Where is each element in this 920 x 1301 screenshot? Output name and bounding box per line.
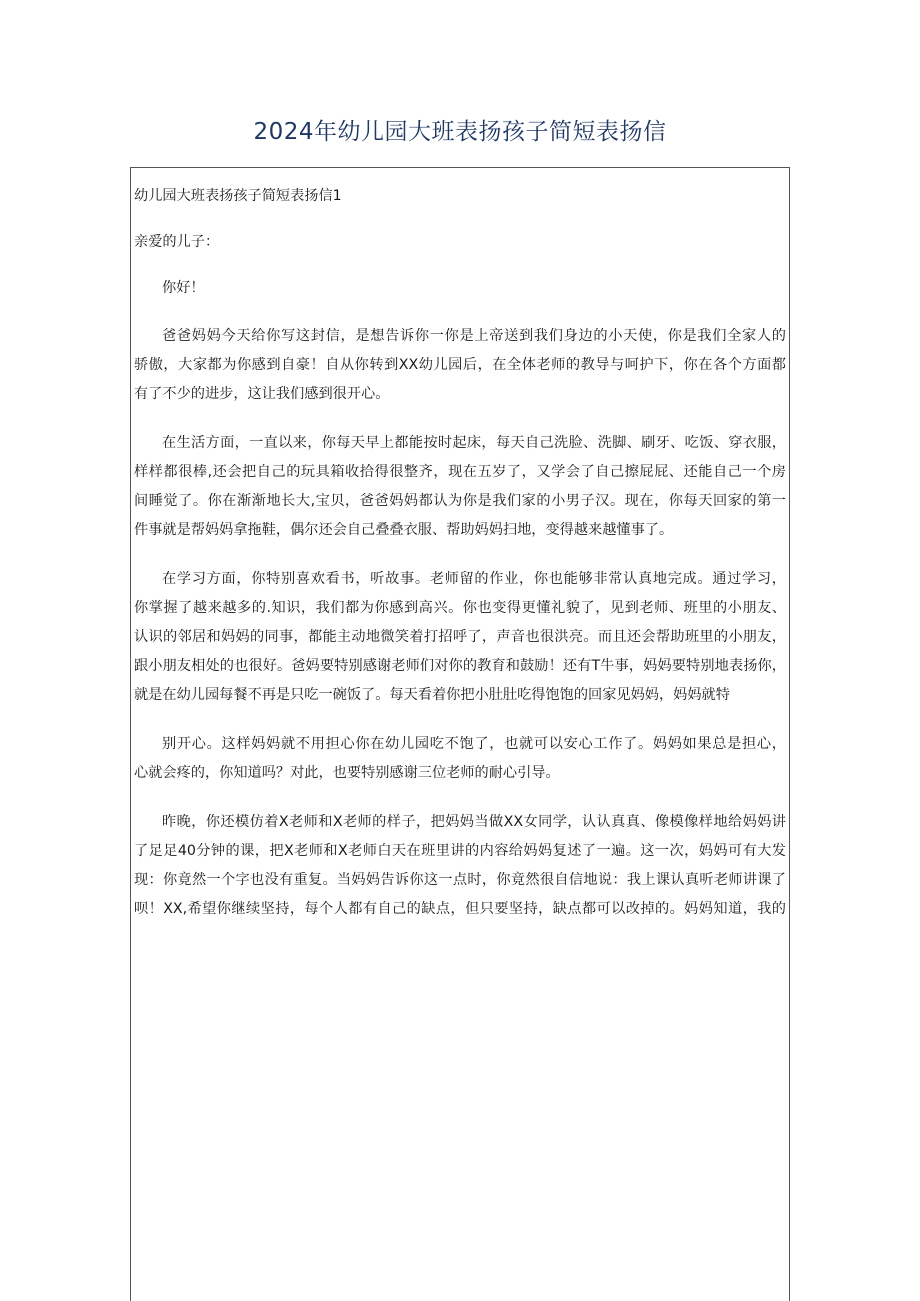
letter-subtitle: 幼儿园大班表扬孩子简短表扬信1 [134, 188, 342, 204]
paragraph-line: 心就会疼的，你知道吗？对此，也要特别感谢三位老师的耐心引导。 [134, 765, 560, 781]
paragraph [134, 322, 786, 409]
paragraph-line: 有了不少的进步，这让我们感到很开心。 [134, 386, 390, 402]
paragraph-line: 件事就是帮妈妈拿拖鞋，偶尔还会自己叠叠衣服、帮助妈妈扫地，变得越来越懂事了。 [134, 522, 674, 538]
paragraph-line: 认识的邻居和妈妈的同事，都能主动地微笑着打招呼了，声音也很洪亮。而且还会帮助班里的小朋友， [134, 629, 786, 645]
paragraph-line: 你掌握了越来越多的.知识，我们都为你感到高兴。你也变得更懂礼貌了，见到老师、班里的小朋友、 [134, 600, 786, 616]
paragraph-line: 爸爸妈妈今天给你写这封信，是想告诉你一你是上帝送到我们身边的小天使，你是我们全家人的 [162, 328, 786, 344]
paragraph-line: 在学习方面，你特别喜欢看书，听故事。老师留的作业，你也能够非常认真地完成。通过学习， [162, 571, 786, 587]
letter-greeting: 你好！ [162, 280, 205, 296]
paragraph [134, 565, 786, 710]
paragraph-line: 呗！XX,希望你继续坚持，每个人都有自己的缺点，但只要坚持，缺点都可以改掉的。妈妈知道，我的 [134, 901, 786, 917]
paragraph-line: 在生活方面，一直以来，你每天早上都能按时起床，每天自己洗脸、洗脚、刷牙、吃饭、穿衣服， [162, 435, 786, 451]
paragraph-line: 跟小朋友相处的也很好。爸妈要特别感谢老师们对你的教育和鼓励！还有T牛事，妈妈要特别地表扬你， [134, 658, 786, 674]
letter-salutation: 亲爱的儿子： [134, 234, 220, 250]
paragraph [134, 429, 786, 545]
paragraph-line: 昨晚，你还模仿着X老师和X老师的样子，把妈妈当做XX女同学，认认真真、像模像样地给妈妈讲 [162, 814, 786, 830]
paragraph-line: 了足足40分钟的课，把X老师和X老师白天在班里讲的内容给妈妈复述了一遍。这一次，妈妈可有大发 [134, 843, 786, 859]
paragraph-line: 现：你竟然一个字也没有重复。当妈妈告诉你这一点时，你竟然很自信地说：我上课认真听老师讲课了 [134, 872, 786, 888]
paragraph-line: 样样都很棒,还会把自己的玩具箱收拾得很整齐，现在五岁了，又学会了自己擦屁屁、还能自己一个房 [134, 464, 786, 480]
letter-body [134, 184, 786, 944]
paragraph-line: 就是在幼儿园每餐不再是只吃一碗饭了。每天看着你把小肚肚吃得饱饱的回家见妈妈，妈妈就特 [134, 687, 730, 703]
paragraph [134, 808, 786, 924]
paragraph-line: 间睡觉了。你在渐渐地长大,宝贝，爸爸妈妈都认为你是我们家的小男子汉。现在，你每天回家的第一 [134, 493, 786, 509]
paragraph-line: 别开心。这样妈妈就不用担心你在幼儿园吃不饱了，也就可以安心工作了。妈妈如果总是担心， [162, 736, 786, 752]
paragraph [134, 730, 786, 788]
document-title: 2024年幼儿园大班表扬孩子简短表扬信 [253, 119, 667, 145]
paragraph-line: 骄傲，大家都为你感到自豪！自从你转到XX幼儿园后，在全体老师的教导与呵护下，你在各个方面都 [134, 357, 786, 373]
